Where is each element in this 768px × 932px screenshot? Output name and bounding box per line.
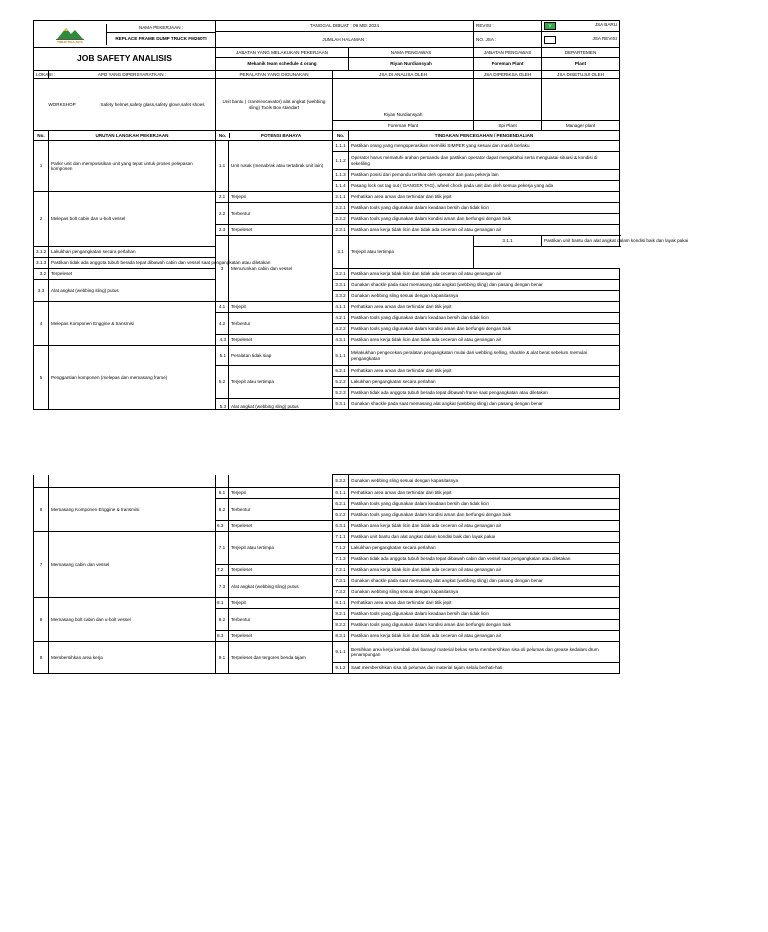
hazard-no: 6.1 (216, 488, 229, 499)
jsa-baru-label: JSA BARU (594, 22, 618, 27)
step-desc: Memasang cabin dan vessel (49, 532, 216, 598)
control-no: 2.2.1 (333, 203, 349, 214)
control-no: 4.2.1 (333, 313, 349, 324)
nama-pekerjaan: REPLACE FRAME DUMP TRUCK FM260TI (115, 35, 207, 41)
control-desc: Pastikan tools yang digunakan dalam kondisi aman dan berfungsi dengan baik (349, 620, 620, 631)
jabatan-pelaksana-label: JABATAN YANG MELAKUKAN PEKERJAAN (216, 48, 349, 58)
col-no: No. (34, 131, 49, 141)
col-urutan: URUTAN LANGKAH PEKERJAAN (49, 131, 216, 141)
jsa-table-page-1 (33, 20, 689, 410)
control-desc: Pastikan tidak ada anggota tubuh berada tepat dibawah frame saat pengangkatan atau diletakan (349, 388, 620, 399)
control-desc: Gunakan shackle pada saat memasang alat angkat (webbing sling) dan pasang dengan benar (349, 280, 620, 291)
step-desc: Melepas Komponen Enggine & transmisi (49, 302, 216, 346)
step-desc: Parkir unit dan memposisikan unit yang tepat untuk proses pelepasan komponen (49, 141, 216, 192)
control-no: 1.1.2 (333, 152, 349, 170)
control-no: 7.1.2 (333, 543, 349, 554)
jsa-page-1 (33, 20, 689, 410)
control-desc: Pasang lock out tag out ( DANGER TAG), wheel chock pada unit dan oleh semua pekerja yang ada (349, 181, 620, 192)
control-no: 5.2.2 (333, 377, 349, 388)
hazard-desc: Terpeleset (229, 565, 333, 576)
control-desc: Perhatikan area aman dan terhindar dari titik jepit (349, 192, 620, 203)
control-desc: Pastikan posisi dari pemandu terlihat oleh operator dan para pekerja lain (349, 170, 620, 181)
hazard-desc: Terjepit (229, 192, 333, 203)
step-no: 2 (34, 192, 49, 247)
departemen: Plant (542, 58, 620, 71)
hazard-desc-continued (229, 475, 333, 488)
control-no: 2.2.2 (333, 214, 349, 225)
hazard-no-continued (216, 475, 229, 488)
hazard-desc: Terpeleset (49, 269, 216, 280)
control-no: 7.1.1 (333, 532, 349, 543)
control-desc: Operator harus mematuhi arahan pemandu dan pastikan operator dapat mengetahui serta menguasai situasi & kondisi di sekeliling (349, 152, 620, 170)
hazard-desc: Terpeleset (229, 521, 333, 532)
control-desc: Perhatikan area aman dan terhindar dari titik jepit (349, 598, 620, 609)
hazard-desc: Alat angkat (webbing sling) putus (49, 280, 216, 302)
hazard-desc: Terbentur (229, 313, 333, 335)
hazard-no: 8.3 (216, 631, 229, 642)
control-desc: Pastikan area kerja tidak licin dan tidak ada ceceran oil atau genangan air (349, 225, 620, 236)
hazard-desc: Terjepit atau tertimpa (229, 366, 333, 399)
control-desc: Pastikan tools yang digunakan dalam kondisi aman dan berfungsi dengan baik (349, 510, 620, 521)
hazard-desc: Peralatan tidak siap (229, 346, 333, 366)
hazard-no: 8.1 (216, 598, 229, 609)
control-desc: Bersihkan area kerja kembali dari barang/ material bekas serta membersihkan sisa oli pelumas dan grease kedalam drum penampungan (349, 642, 620, 663)
dianalisa-label: JSA DI ANALISA OLEH (333, 71, 474, 79)
control-no: 7.3.2 (333, 587, 349, 598)
col-no3: No. (333, 131, 349, 141)
control-desc: Lakukhan pengangkatan secara perlahan (49, 247, 333, 258)
control-desc: Pastikan area kerja tidak licin dan tidak ada ceceran oil atau genangan air (349, 521, 620, 532)
control-desc: Perhatikan area aman dan terhindar dari titik jepit (349, 302, 620, 313)
step-no: 5 (34, 346, 49, 410)
hazard-desc: Terpeleset (229, 631, 333, 642)
control-no: 4.3.1 (333, 335, 349, 346)
hazard-no: 3.1 (333, 236, 349, 269)
hazard-no: 7.1 (216, 532, 229, 565)
control-desc: Pastikan area kerja tidak licin dan tidak ada ceceran oil atau genangan air (349, 565, 620, 576)
hazard-no: 5.3 (216, 399, 229, 410)
pemeriksa-signature (474, 79, 542, 121)
apd-label: APD YANG DIPERSYARATKAN : (49, 71, 216, 79)
col-no2: No. (216, 133, 230, 139)
control-no: 6.1.1 (333, 488, 349, 499)
control-desc: Pastikan tools yang digunakan dalam kondisi aman dan berfungsi dengan baik (349, 214, 620, 225)
hazard-desc: Alat angkat (webbing sling) putus (229, 576, 333, 598)
control-desc: Pastikan area kerja tidak licin dan tidak ada ceceran oil atau genangan air (349, 335, 620, 346)
step-no: 6 (34, 488, 49, 532)
control-desc: Gunakan shackle pada saat memasang alat angkat (webbing sling) dan pasang dengan benar (349, 399, 620, 410)
step-desc: Penggantian komponen (melepas dan memasang frame) (49, 346, 216, 410)
control-desc: Perhatikan area aman dan terhindar dari titik jepit (349, 366, 620, 377)
hazard-desc: Terpeleset (229, 225, 333, 236)
control-no: 6.2.2 (333, 510, 349, 521)
control-no: 8.1.1 (333, 598, 349, 609)
hazard-desc: Terbentur (229, 499, 333, 521)
control-no: 1.1.1 (333, 141, 349, 152)
jsa-baru-checkbox[interactable]: V (544, 22, 556, 30)
hazard-no: 8.2 (216, 609, 229, 631)
control-desc: Gunakan webbing sling sesuai dengan kapasitasnya (349, 475, 620, 488)
page-title: JOB SAFETY ANALISIS (34, 48, 216, 71)
nama-pengawas-label: NAMA PENGAWAS (349, 48, 474, 58)
jsa-revisi-checkbox[interactable] (544, 36, 556, 44)
hazard-desc: Terbentur (229, 609, 333, 631)
hazard-no: 4.1 (216, 302, 229, 313)
step-no-continued (34, 475, 49, 488)
control-no: 7.2.1 (333, 565, 349, 576)
step-desc-continued (49, 475, 216, 488)
control-no: 3.1.2 (34, 247, 49, 258)
control-no: 4.2.2 (333, 324, 349, 335)
control-no: 3.1.1 (474, 236, 542, 247)
control-no: 7.1.3 (333, 554, 349, 565)
company-logo (34, 21, 216, 48)
control-desc: Pastikan tools yang digunakan dalam keadaan bersih dan tidak licin (349, 499, 620, 510)
analis-nama: Riyan Nurdiansyah (333, 79, 474, 121)
step-no: 9 (34, 642, 49, 674)
hazard-desc: Terjepit (229, 488, 333, 499)
step-desc: Memasang bolt cabin dan u-bolt vessel (49, 598, 216, 642)
lokasi: WORKSHOP (48, 101, 76, 107)
hazard-no: 6.3 (216, 521, 229, 532)
analis-jabatan: Foreman Plant (333, 120, 474, 130)
hazard-no: 1.1 (216, 141, 229, 192)
hazard-no: 4.3 (216, 335, 229, 346)
hazard-desc: Terpeleset dan tergores benda tajam (229, 642, 333, 674)
hazard-desc: Alat angkat (webbing sling) putus (229, 399, 333, 410)
hazard-no: 3.3 (34, 280, 49, 302)
hazard-desc: Terjepit atau tertimpa (349, 236, 474, 269)
control-desc: Gunakan shackle pada saat memasang alat angkat (webbing sling) dan pasang dengan benar (349, 576, 620, 587)
jabatan-pelaksana: Mekanik team schedule 4 orang (216, 58, 349, 71)
lokasi-apd-cell (34, 79, 216, 131)
step-no: 8 (34, 598, 49, 642)
hazard-no: 2.1 (216, 192, 229, 203)
tanggal-dibuat: TANGGAL DIBUAT : 09 MEI 2024 (216, 21, 474, 32)
control-desc: Melakukhan pengecekan peralatan pengangkatan mulai dari webbing selling, shackle & alat berat sebelum memulai pengangkatan (349, 346, 620, 366)
control-desc: Lakukhan pengangkatan secara perlahan (349, 543, 620, 554)
control-desc: Pastikan area kerja tidak licin dan tidak ada ceceran oil atau genangan air (349, 269, 620, 280)
control-no: 4.1.1 (333, 302, 349, 313)
pemeriksa-jabatan: Spi Plant (474, 120, 542, 130)
control-desc: Pastikan unit bantu dan alat angkat dalam kondisi baik dan layak pakai (349, 532, 620, 543)
control-desc: Pastikan tools yang digunakan dalam keadaan bersih dan tidak licin (349, 609, 620, 620)
control-no: 8.2.2 (333, 620, 349, 631)
control-desc: Saat membersihkan sisa oli pelumas dan material tajam selalu berhati-hati (349, 663, 620, 674)
hazard-no: 6.2 (216, 499, 229, 521)
penyetuju-signature (542, 79, 620, 121)
control-no: 3.3.1 (333, 280, 349, 291)
control-desc: Pastikan tidak ada anggota tubuh berada tepat dibawah cabin dan vessel saat pengangkatan atau diletakan (349, 554, 620, 565)
control-no: 2.3.1 (333, 225, 349, 236)
control-no: 3.2.1 (333, 269, 349, 280)
hazard-desc: Terpeleset (229, 335, 333, 346)
control-no: 1.1.3 (333, 170, 349, 181)
lokasi-label: LOKASI : (34, 71, 49, 79)
step-no: 1 (34, 141, 49, 192)
jabatan-pengawas-label: JABATAN PENGAWAS (474, 48, 542, 58)
penyetuju-jabatan: Manager plant (542, 120, 620, 130)
control-no: 3.3.2 (333, 291, 349, 302)
diperiksa-label: JSA DIPERIKSA OLEH (474, 71, 542, 79)
control-no: 9.1.1 (333, 642, 349, 663)
hazard-no: 4.2 (216, 313, 229, 335)
col-bahaya-group (216, 131, 333, 141)
step-no: 7 (34, 532, 49, 598)
control-desc: Pastikan tools yang digunakan dalam keadaan bersih dan tidak licin (349, 313, 620, 324)
hazard-no: 7.3 (216, 576, 229, 598)
col-bahaya: POTENSI BAHAYA (260, 132, 302, 138)
jsa-page-2 (33, 474, 619, 674)
step-no: 4 (34, 302, 49, 346)
control-no: 2.1.1 (333, 192, 349, 203)
peralatan: Unit bantu ( crane/excavator) alat angkat (webbing sling) Tools Box standart (216, 79, 333, 131)
control-no: 6.3.1 (333, 521, 349, 532)
col-tindakan: TINDAKAN PENCEGAHAN / PENGENDALIAN (349, 131, 620, 141)
hazard-desc: Terjepit (229, 302, 333, 313)
control-no: 5.2.3 (333, 388, 349, 399)
hazard-desc: Terjepit atau tertimpa (229, 532, 333, 565)
control-no: 5.1.1 (333, 346, 349, 366)
disetujui-label: JSA DISETUJUI OLEH (542, 71, 620, 79)
control-desc: Pastikan tools yang digunakan dalam keadaan bersih dan tidak licin (349, 203, 620, 214)
jabatan-pengawas: Foreman Plant (474, 58, 542, 71)
control-no: 9.1.2 (333, 663, 349, 674)
jsa-table-page-2 (33, 474, 620, 674)
control-no: 8.3.1 (333, 631, 349, 642)
apd: Safety helmet,safety glass,safety glove,safet shoes (100, 101, 205, 107)
step-desc: Melepas bolt cabin dan u-bolt vessel (49, 192, 216, 247)
jsa-baru-cell (542, 21, 620, 32)
step-desc: Menurunkan cabin dan vessel (229, 236, 333, 302)
departemen-label: DEPARTEMEN (542, 48, 620, 58)
control-desc: Gunakan webbing sling sesuai dengan kapasitasnya (349, 291, 620, 302)
control-no: 6.2.1 (333, 499, 349, 510)
hazard-no: 2.2 (216, 203, 229, 225)
no-jsa: NO. JSA : (474, 32, 542, 48)
jsa-revisi-label: JSA REVISI (592, 35, 618, 41)
control-desc: Lakukhan pengangkatan secara perlahan (349, 377, 620, 388)
revisi-label: REVISI : (474, 21, 542, 32)
hazard-desc: Terjepit (229, 598, 333, 609)
hazard-no: 7.2 (216, 565, 229, 576)
control-desc: Pastikan tidak ada anggota tubuh berada tepat dibawah cabin dan vessel saat pengangkatan atau diletakan (49, 258, 333, 269)
control-desc: Pastikan area kerja tidak licin dan tidak ada ceceran oil atau genangan air (349, 631, 620, 642)
hazard-no: 5.1 (216, 346, 229, 366)
nama-pengawas: Riyan Nurdiansyah (349, 58, 474, 71)
control-desc: Pastikan tools yang digunakan dalam kondisi aman dan berfungsi dengan baik (349, 324, 620, 335)
control-desc: Pastikan unit bantu dan alat angkat dalam kondisi baik dan layak pakai (542, 236, 620, 247)
control-desc: Pastikan orang yang mengoperasikan memiliki SIMPER yang sesuai dan masih berlaku (349, 141, 620, 152)
control-no: 8.2.1 (333, 609, 349, 620)
hazard-desc: Unit rusak (menabrak atau tertabrak unit lain) (229, 141, 333, 192)
peralatan-label: PERALATAN YANG DIGUNAKAN (216, 71, 333, 79)
step-desc: Membersihkan area kerja (49, 642, 216, 674)
control-no: 7.3.1 (333, 576, 349, 587)
control-no: 3.1.3 (34, 258, 49, 269)
hazard-no: 9.1 (216, 642, 229, 674)
step-no: 3 (216, 236, 229, 302)
hazard-no: 5.2 (216, 366, 229, 399)
hazard-desc: Terbentur (229, 203, 333, 225)
step-desc: Memasang Komponen Enggine & transmisi (49, 488, 216, 532)
nama-pekerjaan-label: NAMA PEKERJAAN : (107, 24, 215, 33)
control-desc: Gunakan webbing sling sesuai dengan kapasitasnya (349, 587, 620, 598)
control-no: 5.3.2 (333, 475, 349, 488)
hazard-no: 2.3 (216, 225, 229, 236)
mountain-logo-icon (55, 25, 85, 41)
jumlah-halaman: JUMLAH HALAMAN : (216, 32, 474, 48)
control-no: 1.1.4 (333, 181, 349, 192)
hazard-no: 3.2 (34, 269, 49, 280)
jsa-revisi-cell (542, 32, 620, 48)
control-no: 5.2.1 (333, 366, 349, 377)
company-logo-text: TIMUR TIGA JAYA (57, 39, 83, 44)
page-break (0, 446, 768, 474)
control-no: 5.3.1 (333, 399, 349, 410)
control-desc: Perhatikan area aman dan terhindar dari titik jepit (349, 488, 620, 499)
